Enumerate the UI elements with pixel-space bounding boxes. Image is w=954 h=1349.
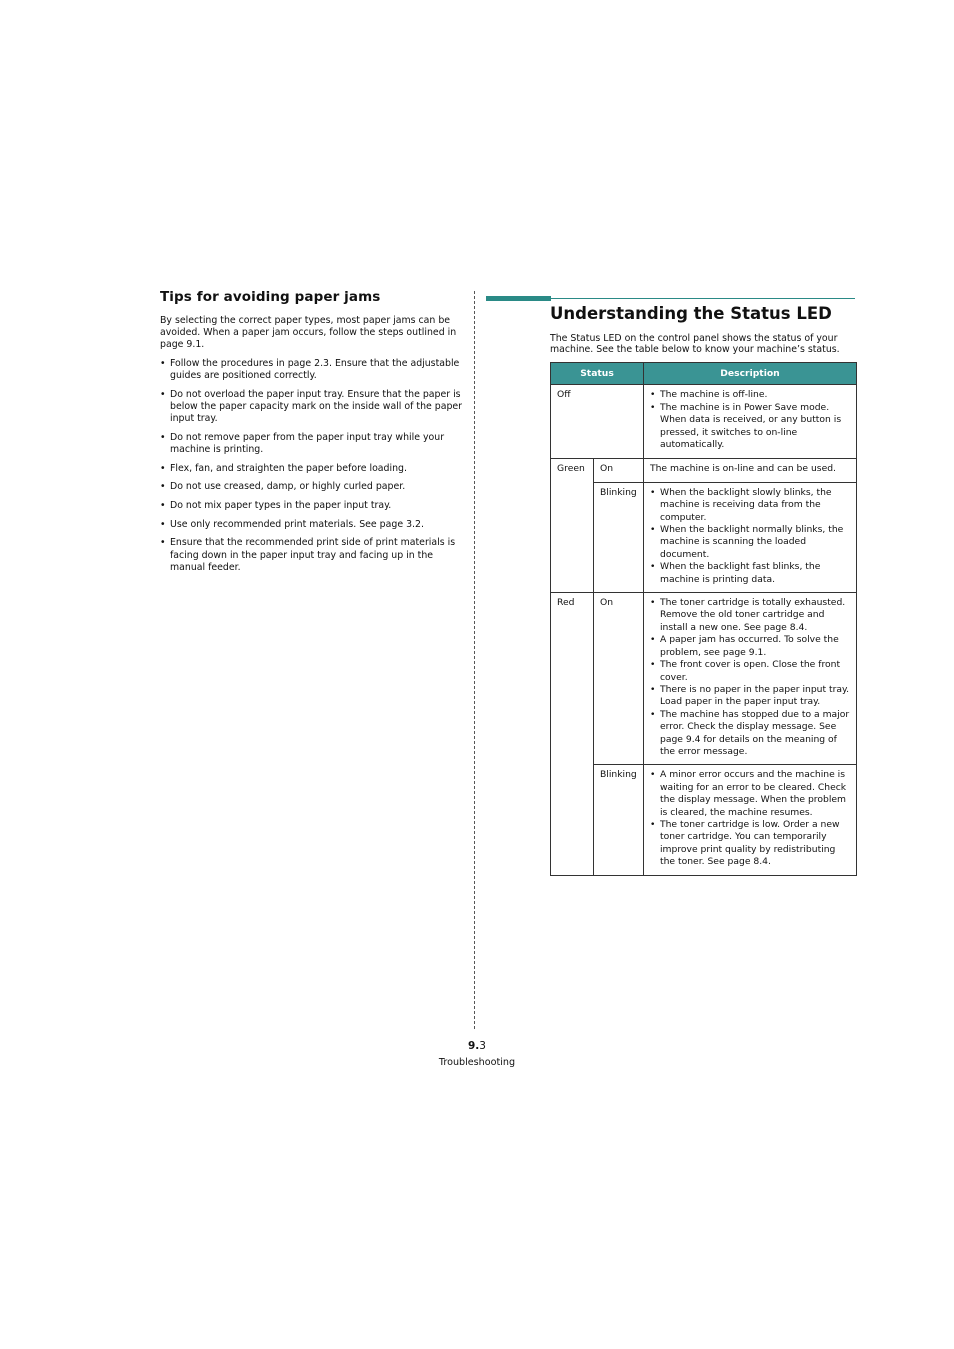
tips-intro: By selecting the correct paper types, most paper jams can be avoided. When a paper jam occurs, follow the steps outlined in page 9.1. [160, 315, 457, 351]
status-led-section [550, 304, 856, 876]
mode-on-cell: On [594, 593, 644, 765]
list-item: • The front cover is open. Close the front cover. [650, 659, 850, 684]
list-item: • The toner cartridge is low. Order a new toner cartridge. You can temporarily improve print quality by redistributing the toner. See page 8.4. [650, 819, 850, 869]
list-item: • The machine is in Power Save mode. When data is received, or any button is pressed, it switches to on-line automatically. [650, 402, 850, 452]
table-header-row [551, 363, 857, 385]
status-led-heading: Understanding the Status LED [550, 304, 832, 323]
header-status: Status [551, 363, 644, 385]
tip-item: • Do not remove paper from the paper input tray while your machine is printing. [160, 432, 464, 456]
tip-item: • Flex, fan, and straighten the paper before loading. [160, 463, 464, 475]
page-number [0, 1040, 954, 1052]
list-item: • When the backlight fast blinks, the machine is printing data. [650, 561, 850, 586]
description-cell: The machine is on-line and can be used. [644, 459, 857, 482]
tip-item: • Ensure that the recommended print side of print materials is facing down in the paper input tray and facing up in the manual feeder. [160, 537, 464, 574]
status-led-intro: The Status LED on the control panel shows the status of your machine. See the table below to know your machine’s status. [550, 333, 840, 356]
tip-item: • Do not mix paper types in the paper input tray. [160, 500, 464, 512]
tip-item: • Follow the procedures in page 2.3. Ensure that the adjustable guides are positioned correctly. [160, 358, 464, 382]
description-cell [644, 385, 857, 459]
table-row [551, 593, 857, 765]
tip-item: • Use only recommended print materials. See page 3.2. [160, 519, 464, 531]
description-cell [644, 482, 857, 592]
section-rule-accent [486, 296, 551, 301]
list-item: • A minor error occurs and the machine is waiting for an error to be cleared. Check the display message. When the problem is cleared, the machine resumes. [650, 769, 850, 819]
mode-on-cell: On [594, 459, 644, 482]
tips-section [160, 289, 464, 580]
description-cell [644, 765, 857, 875]
tip-item: • Do not overload the paper input tray. Ensure that the paper is below the paper capacity mark on the inside wall of the paper input tray. [160, 389, 464, 426]
tips-list [160, 358, 464, 574]
chapter-number: 9. [468, 1040, 480, 1052]
status-red-cell: Red [551, 593, 594, 876]
table-row [551, 459, 857, 482]
list-item: • The machine has stopped due to a major error. Check the display message. See page 9.4 for details on the meaning of the error message. [650, 709, 850, 759]
list-item: • When the backlight normally blinks, the machine is scanning the loaded document. [650, 524, 850, 561]
table-row [551, 482, 857, 592]
mode-blinking-cell: Blinking [594, 765, 644, 875]
footer-section-title: Troubleshooting [438, 1057, 516, 1068]
status-green-cell: Green [551, 459, 594, 593]
table-row [551, 765, 857, 875]
tip-item: • Do not use creased, damp, or highly curled paper. [160, 481, 464, 493]
list-item: • A paper jam has occurred. To solve the problem, see page 9.1. [650, 634, 850, 659]
description-cell [644, 593, 857, 765]
header-description: Description [644, 363, 857, 385]
list-item: • When the backlight slowly blinks, the machine is receiving data from the computer. [650, 487, 850, 524]
column-divider [474, 291, 475, 1029]
table-row [551, 385, 857, 459]
status-led-table [550, 362, 857, 875]
status-off-cell: Off [551, 385, 644, 459]
list-item: • The toner cartridge is totally exhausted. Remove the old toner cartridge and install a new one. See page 8.4. [650, 597, 850, 634]
section-rule-line [551, 298, 855, 299]
list-item: • The machine is off-line. [650, 389, 850, 401]
page-index: 3 [479, 1040, 486, 1052]
mode-blinking-cell: Blinking [594, 482, 644, 592]
tips-heading: Tips for avoiding paper jams [160, 289, 381, 305]
list-item: • There is no paper in the paper input tray. Load paper in the paper input tray. [650, 684, 850, 709]
